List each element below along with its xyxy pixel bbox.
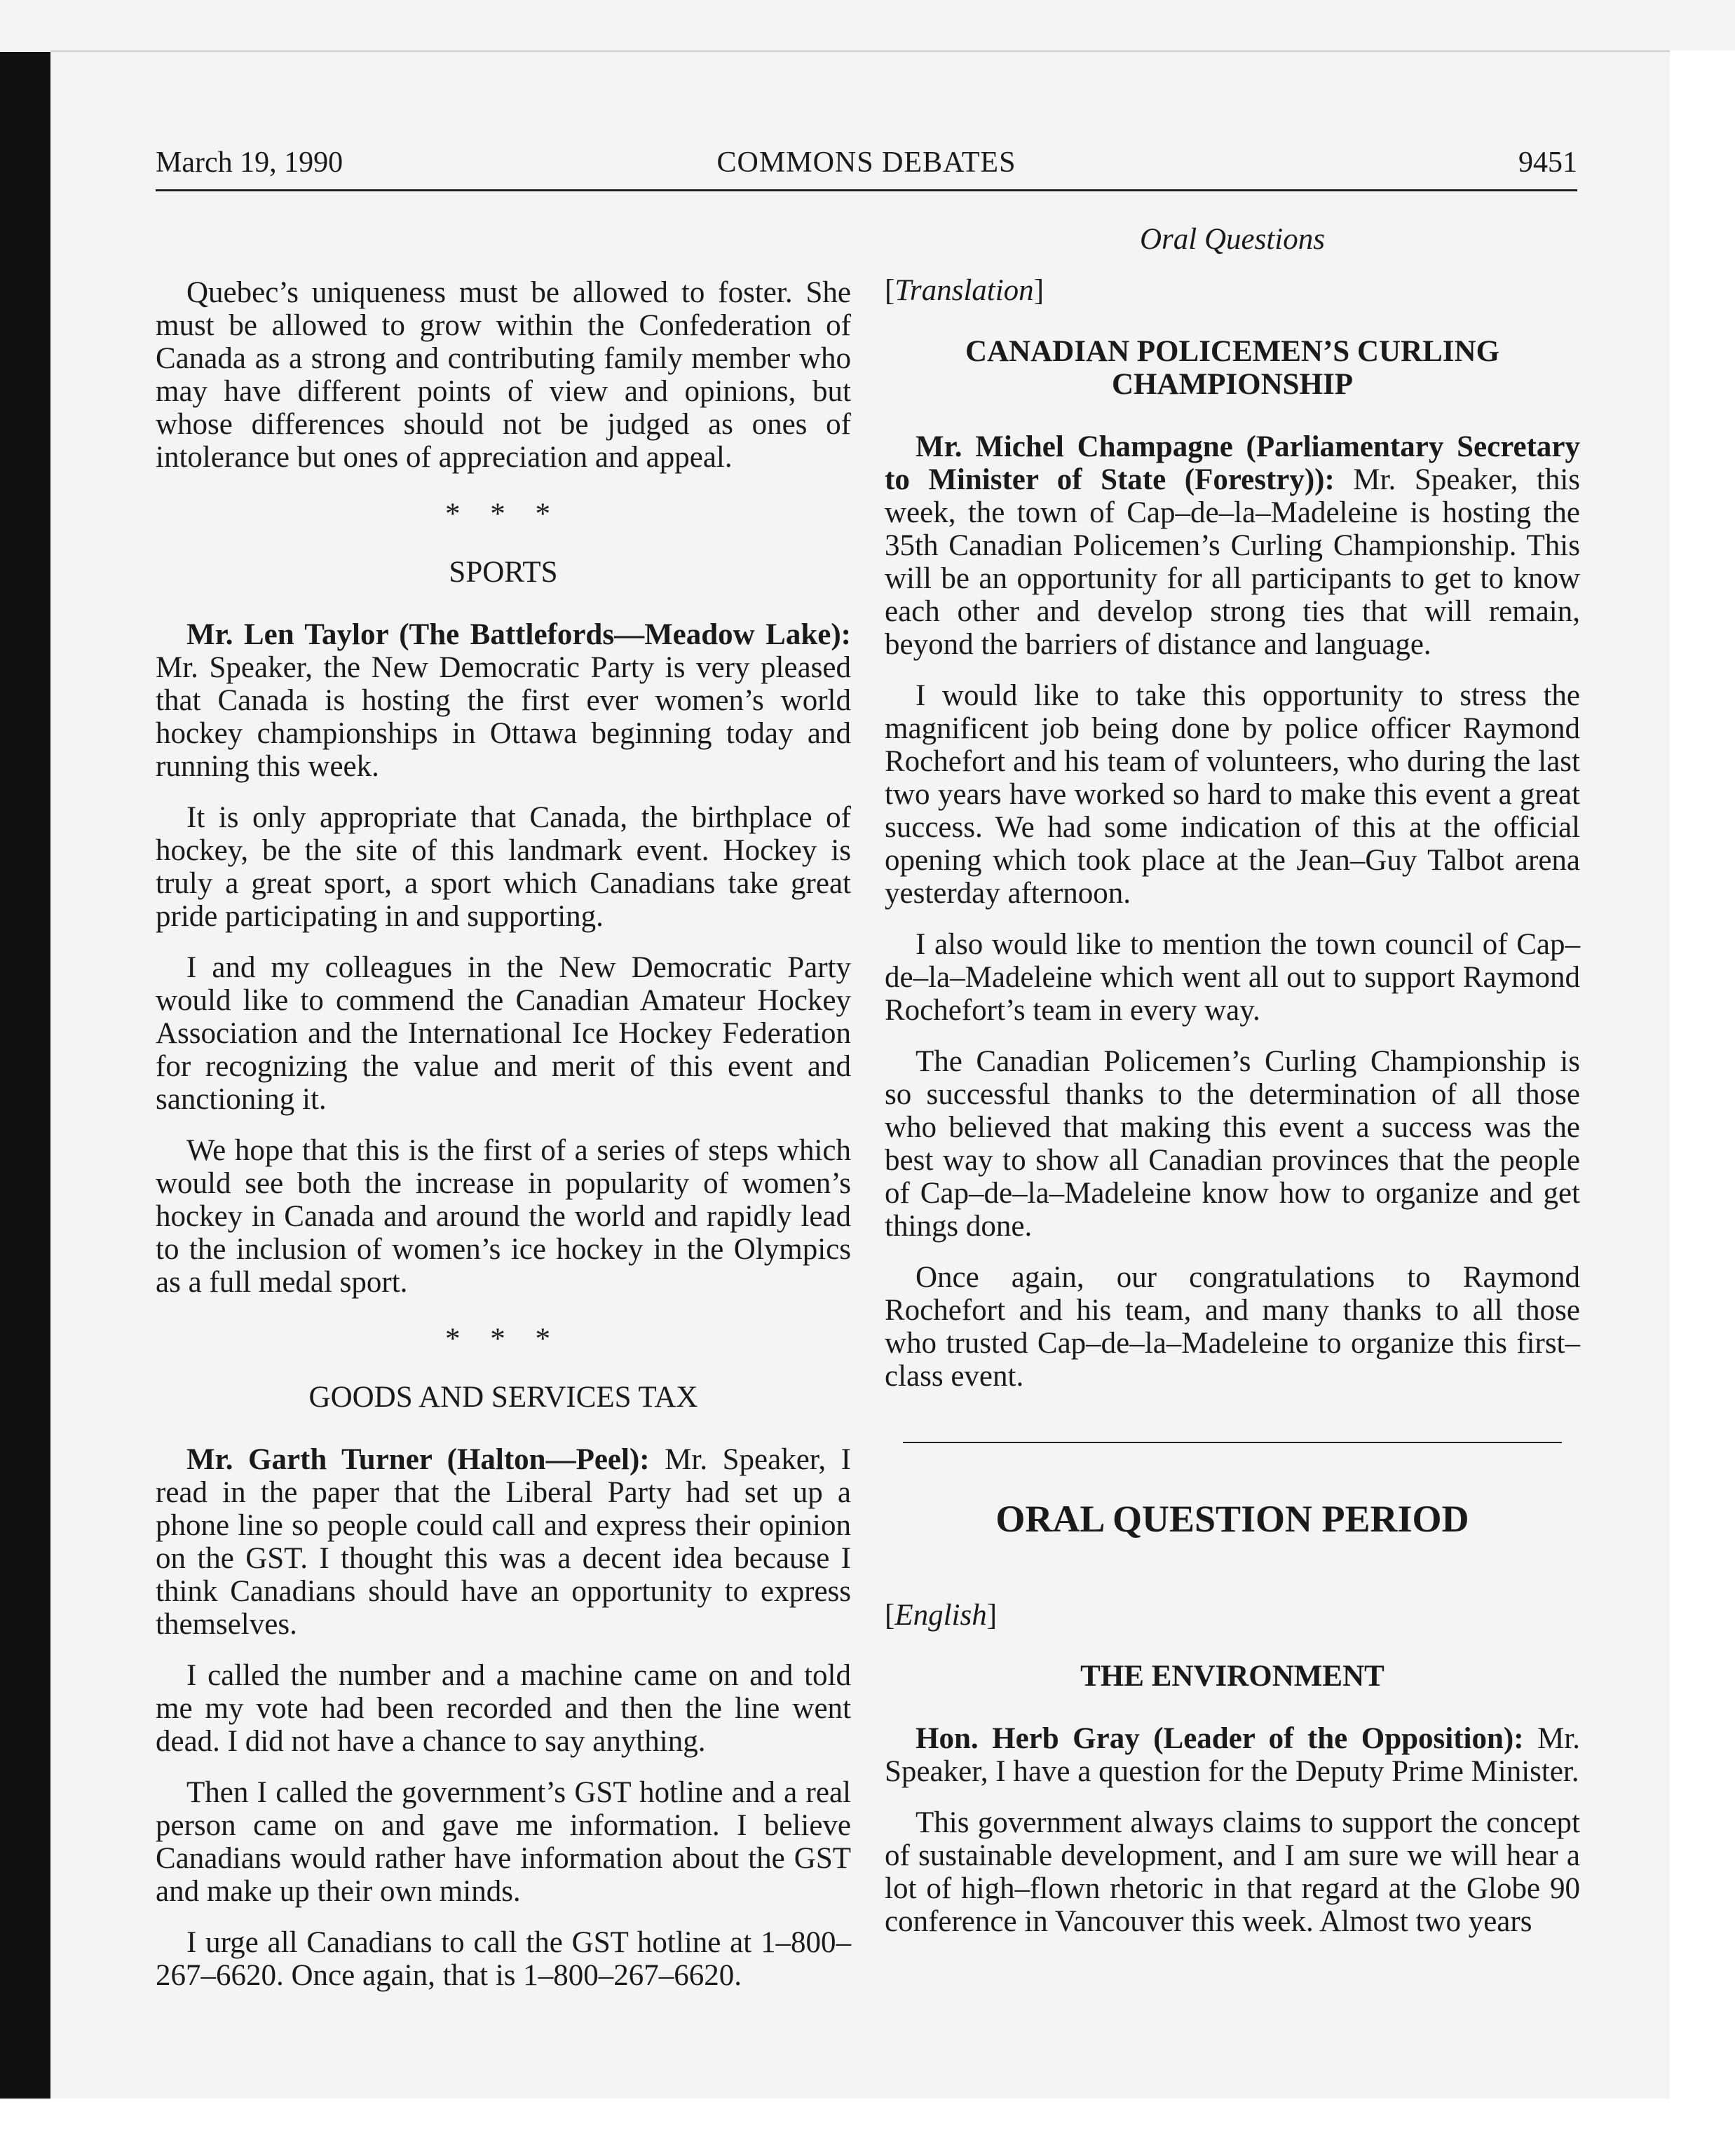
section-separator: * * * <box>445 1323 562 1356</box>
left-column <box>156 216 851 2010</box>
speech-text: Mr. Speaker, I read in the paper that the Liberal Party had set up a phone line so people could call and express their opinion on the GST. I thought this was a decent idea because I think Canadians should have an opportunity to express themselves. <box>156 1443 851 1641</box>
translation-tag: [Translation] <box>885 274 1045 307</box>
section-divider <box>903 1442 1562 1443</box>
paragraph <box>885 430 1580 661</box>
section-separator: * * * <box>445 498 562 531</box>
paragraph: I would like to take this opportunity to stress the magnificent job being done by police officer Raymond Rochefort and his team of volunteers, who during the last two years have worked so hard to make this event a great success. We had some indication of this at the official opening which took place at the Jean–Guy Talbot arena yesterday afternoon. <box>885 679 1580 910</box>
header-date: March 19, 1990 <box>156 146 343 179</box>
paragraph: Once again, our congratulations to Raymond Rochefort and his team, and many thanks to all those who trusted Cap–de–la–Madeleine to organize this first–class event. <box>885 1261 1580 1393</box>
speech-text: Mr. Speaker, I have a question for the Deputy Prime Minister. <box>885 1722 1581 1788</box>
running-head: Oral Questions <box>1140 223 1325 256</box>
scan-top-edge <box>50 50 1670 52</box>
paragraph: This government always claims to support the concept of sustainable development, and I am sure we will hear a lot of high–flown rhetoric in that regard at the Globe 90 conference in Vancouver this week. Almost two years <box>885 1806 1580 1938</box>
scan-right-margin <box>1670 50 1735 2099</box>
header-title: COMMONS DEBATES <box>716 146 1016 179</box>
paragraph: I called the number and a machine came on and told me my vote had been recorded and then the line went dead. I did not have a chance to say anything. <box>156 1659 851 1758</box>
speech-text: Mr. Speaker, the New Democratic Party is very pleased that Canada is hosting the first ever women’s world hockey championships in Ottawa beginning today and running this week. <box>156 651 851 783</box>
scan-bottom-margin <box>0 2099 1735 2156</box>
speaker-name: Mr. Len Taylor (The Battlefords—Meadow Lake): <box>186 618 851 651</box>
section-heading-gst: GOODS AND SERVICES TAX <box>308 1381 698 1414</box>
section-heading-curling: CANADIAN POLICEMEN’S CURLING CHAMPIONSHIP <box>965 335 1500 401</box>
paragraph: I urge all Canadians to call the GST hotline at 1–800–267–6620. Once again, that is 1–800–267–6620. <box>156 1926 851 1992</box>
paragraph <box>156 618 851 783</box>
section-heading-sports: SPORTS <box>449 556 558 589</box>
speech-text: Mr. Speaker, this week, the town of Cap–de–la–Madeleine is hosting the 35th Canadian Policemen’s Curling Championship. This will be an opportunity for all participants to get to know each other and develop strong ties that will remain, beyond the barriers of distance and language. <box>885 463 1580 661</box>
paragraph <box>156 1443 851 1641</box>
scan-left-edge <box>0 52 50 2099</box>
right-column <box>885 216 1580 1956</box>
paragraph <box>885 1722 1580 1788</box>
page-header <box>156 140 1577 191</box>
paragraph: The Canadian Policemen’s Curling Championship is so successful thanks to the determination of all those who believed that making this event a success was the best way to show all Canadian provinces that the people of Cap–de–la–Madeleine know how to organize and get things done. <box>885 1045 1580 1243</box>
speaker-name: Mr. Michel Champagne (Parliamentary Secretary to Minister of State (Forestry)): <box>885 430 1580 496</box>
speaker-name: Mr. Garth Turner (Halton—Peel): <box>186 1443 650 1476</box>
paragraph: I also would like to mention the town council of Cap–de–la–Madeleine which went all out to support Raymond Rochefort’s team in every way. <box>885 928 1580 1027</box>
paragraph: I and my colleagues in the New Democratic Party would like to commend the Canadian Amateur Hockey Association and the International Ice Hockey Federation for recognizing the value and merit of this event and sanctioning it. <box>156 951 851 1116</box>
speaker-name: Hon. Herb Gray (Leader of the Opposition): <box>916 1722 1524 1755</box>
page-number: 9451 <box>1518 146 1577 179</box>
english-tag: [English] <box>885 1599 998 1632</box>
section-heading-oral-question-period: ORAL QUESTION PERIOD <box>995 1498 1469 1540</box>
paragraph: It is only appropriate that Canada, the birthplace of hockey, be the site of this landmark event. Hockey is truly a great sport, a sport which Canadians take great pride participating in and supporting. <box>156 801 851 933</box>
section-heading-environment: THE ENVIRONMENT <box>1080 1660 1384 1693</box>
paragraph: We hope that this is the first of a series of steps which would see both the increase in popularity of women’s hockey in Canada and around the world and rapidly lead to the inclusion of women’s ice hockey in the Olympics as a full medal sport. <box>156 1134 851 1299</box>
paragraph: Then I called the government’s GST hotline and a real person came on and gave me information. I believe Canadians would rather have information about the GST and make up their own minds. <box>156 1776 851 1908</box>
paragraph: Quebec’s uniqueness must be allowed to foster. She must be allowed to grow within the Confederation of Canada as a strong and contributing family member who may have different points of view and opinions, but whose differences should not be judged as ones of intolerance but ones of appreciation and appeal. <box>156 276 851 474</box>
